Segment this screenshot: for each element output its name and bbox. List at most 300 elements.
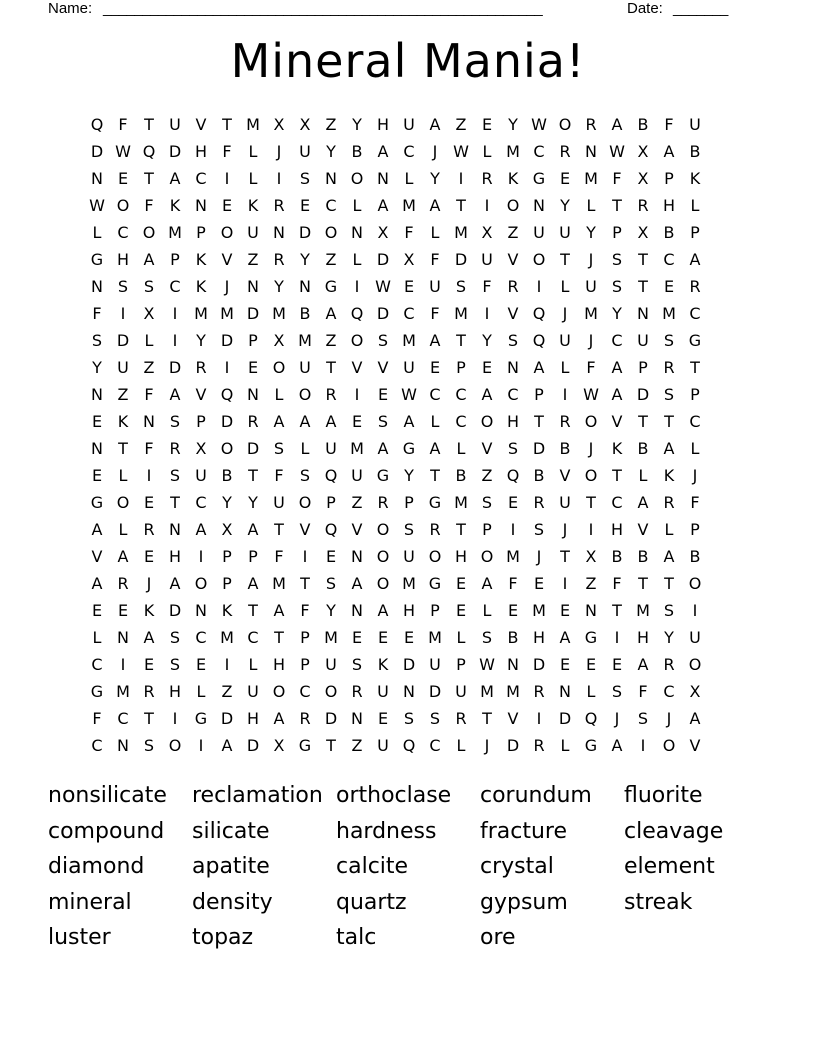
grid-letter[interactable]: Y [560,196,570,215]
grid-letter[interactable]: G [324,277,338,296]
grid-letter[interactable]: W [531,115,547,134]
grid-letter[interactable]: U [689,115,701,134]
grid-letter[interactable]: R [533,682,545,701]
grid-letter[interactable]: U [559,331,571,350]
grid-letter[interactable]: P [170,250,180,269]
grid-letter[interactable]: D [376,304,390,323]
grid-letter[interactable]: E [403,277,415,296]
grid-letter[interactable]: L [664,520,674,539]
grid-letter[interactable]: T [118,439,128,458]
grid-letter[interactable]: R [585,115,597,134]
grid-letter[interactable]: U [377,682,389,701]
grid-letter[interactable]: U [481,250,493,269]
grid-letter[interactable]: T [612,466,622,485]
grid-letter[interactable]: T [144,169,154,188]
grid-letter[interactable]: A [663,547,675,566]
grid-letter[interactable]: C [611,331,623,350]
grid-letter[interactable]: A [663,439,675,458]
grid-letter[interactable]: F [222,142,232,161]
grid-letter[interactable]: J [666,709,672,728]
grid-letter[interactable]: R [195,358,207,377]
grid-letter[interactable]: A [273,601,285,620]
grid-letter[interactable]: N [195,601,207,620]
grid-letter[interactable]: A [325,412,337,431]
grid-letter[interactable]: B [663,223,675,242]
grid-letter[interactable]: T [144,709,154,728]
grid-letter[interactable]: N [351,547,363,566]
grid-letter[interactable]: E [663,277,675,296]
grid-letter[interactable]: O [480,547,494,566]
grid-letter[interactable]: K [195,277,207,296]
grid-letter[interactable]: N [325,169,337,188]
grid-letter[interactable]: E [195,655,207,674]
grid-letter[interactable]: L [560,358,570,377]
grid-letter[interactable]: C [247,628,259,647]
grid-letter[interactable]: E [377,385,389,404]
grid-letter[interactable]: A [663,142,675,161]
grid-letter[interactable]: G [194,709,208,728]
grid-letter[interactable]: L [404,169,414,188]
grid-letter[interactable]: B [221,466,233,485]
grid-letter[interactable]: R [429,520,441,539]
grid-letter[interactable]: V [351,520,363,539]
grid-letter[interactable]: Q [506,466,520,485]
grid-letter[interactable]: N [533,196,545,215]
grid-letter[interactable]: B [351,142,363,161]
grid-letter[interactable]: S [143,277,155,296]
grid-letter[interactable]: E [429,358,441,377]
grid-letter[interactable]: A [377,142,389,161]
grid-letter[interactable]: M [532,601,546,620]
grid-letter[interactable]: T [690,358,700,377]
grid-letter[interactable]: G [532,169,546,188]
grid-letter[interactable]: N [143,412,155,431]
grid-letter[interactable]: K [117,412,129,431]
grid-letter[interactable]: P [248,331,258,350]
grid-letter[interactable]: N [299,277,311,296]
grid-letter[interactable]: V [195,115,207,134]
grid-letter[interactable]: X [481,223,493,242]
grid-letter[interactable]: C [403,142,415,161]
grid-letter[interactable]: Z [143,358,155,377]
name-blank[interactable]: ________________________________________________________ [103,0,543,17]
grid-letter[interactable]: I [354,277,360,296]
grid-letter[interactable]: R [663,358,675,377]
grid-letter[interactable]: I [198,547,204,566]
grid-letter[interactable]: U [585,277,597,296]
grid-letter[interactable]: U [637,331,649,350]
grid-letter[interactable]: M [428,628,442,647]
grid-letter[interactable]: M [662,304,676,323]
grid-letter[interactable]: I [224,655,230,674]
grid-letter[interactable]: L [274,385,284,404]
grid-letter[interactable]: A [429,331,441,350]
grid-letter[interactable]: Q [584,709,598,728]
grid-letter[interactable]: E [533,574,545,593]
grid-letter[interactable]: M [636,601,650,620]
grid-letter[interactable]: N [169,520,181,539]
grid-letter[interactable]: J [276,142,282,161]
grid-letter[interactable]: A [611,358,623,377]
grid-letter[interactable]: S [481,493,493,512]
grid-letter[interactable]: I [172,304,178,323]
grid-letter[interactable]: E [585,655,597,674]
grid-letter[interactable]: N [377,169,389,188]
grid-letter[interactable]: D [324,709,338,728]
grid-letter[interactable]: B [689,547,701,566]
grid-letter[interactable]: U [533,223,545,242]
grid-letter[interactable]: A [143,250,155,269]
grid-letter[interactable]: X [585,547,597,566]
grid-letter[interactable]: W [115,142,131,161]
grid-letter[interactable]: S [299,466,311,485]
grid-letter[interactable]: L [92,223,102,242]
grid-letter[interactable]: A [195,520,207,539]
grid-letter[interactable]: R [559,142,571,161]
grid-letter[interactable]: P [690,385,700,404]
grid-letter[interactable]: R [533,736,545,755]
grid-letter[interactable]: A [429,439,441,458]
grid-letter[interactable]: T [300,574,310,593]
grid-letter[interactable]: B [455,466,467,485]
grid-letter[interactable]: E [117,601,129,620]
grid-letter[interactable]: R [143,682,155,701]
grid-letter[interactable]: D [636,385,650,404]
grid-letter[interactable]: K [663,466,675,485]
grid-letter[interactable]: B [637,115,649,134]
grid-letter[interactable]: C [663,682,675,701]
grid-letter[interactable]: E [611,655,623,674]
grid-letter[interactable]: M [220,304,234,323]
grid-letter[interactable]: Z [455,115,467,134]
grid-letter[interactable]: A [117,547,129,566]
grid-letter[interactable]: M [272,574,286,593]
grid-letter[interactable]: Z [247,250,259,269]
grid-letter[interactable]: V [611,412,623,431]
grid-letter[interactable]: O [324,223,338,242]
grid-letter[interactable]: S [455,277,467,296]
grid-letter[interactable]: H [194,142,208,161]
grid-letter[interactable]: I [536,277,542,296]
grid-letter[interactable]: D [168,601,182,620]
grid-letter[interactable]: O [688,574,702,593]
grid-letter[interactable]: R [507,277,519,296]
grid-letter[interactable]: I [588,520,594,539]
grid-letter[interactable]: H [506,412,520,431]
grid-letter[interactable]: P [248,547,258,566]
grid-letter[interactable]: E [91,601,103,620]
grid-letter[interactable]: E [559,655,571,674]
grid-letter[interactable]: H [532,628,546,647]
grid-letter[interactable]: D [532,655,546,674]
grid-letter[interactable]: K [221,601,233,620]
grid-letter[interactable]: Z [325,250,337,269]
grid-letter[interactable]: T [612,601,622,620]
grid-letter[interactable]: N [91,385,103,404]
grid-letter[interactable]: E [377,709,389,728]
grid-letter[interactable]: K [247,196,259,215]
grid-letter[interactable]: O [272,682,286,701]
grid-letter[interactable]: A [403,412,415,431]
grid-letter[interactable]: S [377,331,389,350]
grid-letter[interactable]: L [144,331,154,350]
grid-letter[interactable]: L [456,628,466,647]
grid-letter[interactable]: E [325,547,337,566]
grid-letter[interactable]: T [638,574,648,593]
grid-letter[interactable]: S [351,655,363,674]
grid-letter[interactable]: D [298,223,312,242]
grid-letter[interactable]: S [143,736,155,755]
grid-letter[interactable]: F [638,682,648,701]
grid-letter[interactable]: T [248,601,258,620]
grid-letter[interactable]: B [611,547,623,566]
grid-letter[interactable]: S [663,385,675,404]
grid-letter[interactable]: I [302,547,308,566]
grid-letter[interactable]: M [402,574,416,593]
grid-letter[interactable]: J [432,142,438,161]
grid-letter[interactable]: T [638,412,648,431]
grid-letter[interactable]: E [247,358,259,377]
grid-letter[interactable]: U [429,277,441,296]
grid-letter[interactable]: E [455,601,467,620]
grid-letter[interactable]: T [222,115,232,134]
grid-letter[interactable]: N [247,385,259,404]
grid-letter[interactable]: C [117,709,129,728]
grid-letter[interactable]: L [248,655,258,674]
grid-letter[interactable]: Y [430,169,440,188]
grid-letter[interactable]: A [91,520,103,539]
grid-letter[interactable]: C [689,412,701,431]
grid-letter[interactable]: F [690,493,700,512]
grid-letter[interactable]: L [430,412,440,431]
grid-letter[interactable]: I [614,628,620,647]
grid-letter[interactable]: F [430,304,440,323]
grid-letter[interactable]: A [637,655,649,674]
grid-letter[interactable]: P [690,223,700,242]
grid-letter[interactable]: Z [585,574,597,593]
grid-letter[interactable]: F [274,547,284,566]
grid-letter[interactable]: M [454,304,468,323]
grid-letter[interactable]: D [220,412,234,431]
grid-letter[interactable]: M [584,304,598,323]
grid-letter[interactable]: H [610,520,624,539]
grid-letter[interactable]: U [429,655,441,674]
grid-letter[interactable]: V [481,439,493,458]
grid-letter[interactable]: C [533,142,545,161]
grid-letter[interactable]: L [248,142,258,161]
grid-letter[interactable]: E [117,169,129,188]
grid-letter[interactable]: T [560,547,570,566]
grid-letter[interactable]: M [480,682,494,701]
grid-letter[interactable]: I [224,169,230,188]
grid-letter[interactable]: C [429,736,441,755]
grid-letter[interactable]: S [325,574,337,593]
grid-letter[interactable]: U [559,493,571,512]
grid-letter[interactable]: V [507,304,519,323]
grid-letter[interactable]: D [168,142,182,161]
grid-letter[interactable]: C [455,412,467,431]
grid-letter[interactable]: F [612,169,622,188]
grid-letter[interactable]: P [222,547,232,566]
grid-letter[interactable]: S [299,169,311,188]
grid-letter[interactable]: P [300,655,310,674]
grid-letter[interactable]: W [479,655,495,674]
grid-letter[interactable]: M [506,142,520,161]
grid-letter[interactable]: X [403,250,415,269]
grid-letter[interactable]: U [351,466,363,485]
grid-letter[interactable]: R [559,412,571,431]
grid-letter[interactable]: Z [481,466,493,485]
grid-letter[interactable]: N [507,655,519,674]
grid-letter[interactable]: O [142,223,156,242]
grid-letter[interactable]: D [246,439,260,458]
grid-letter[interactable]: H [402,601,416,620]
grid-letter[interactable]: B [507,628,519,647]
grid-letter[interactable]: T [248,466,258,485]
grid-letter[interactable]: H [636,628,650,647]
grid-letter[interactable]: N [637,304,649,323]
grid-letter[interactable]: U [559,223,571,242]
grid-letter[interactable]: E [91,412,103,431]
grid-letter[interactable]: H [662,196,676,215]
grid-letter[interactable]: Y [222,493,232,512]
grid-letter[interactable]: N [351,709,363,728]
grid-letter[interactable]: E [455,574,467,593]
grid-letter[interactable]: F [612,574,622,593]
grid-letter[interactable]: R [169,439,181,458]
grid-letter[interactable]: U [195,466,207,485]
grid-letter[interactable]: A [299,412,311,431]
grid-letter[interactable]: D [428,682,442,701]
grid-letter[interactable]: R [117,574,129,593]
grid-letter[interactable]: N [585,601,597,620]
grid-letter[interactable]: U [403,115,415,134]
grid-letter[interactable]: I [120,304,126,323]
grid-letter[interactable]: L [196,682,206,701]
grid-letter[interactable]: V [559,466,571,485]
grid-letter[interactable]: V [91,547,103,566]
grid-letter[interactable]: L [248,169,258,188]
grid-letter[interactable]: D [90,142,104,161]
grid-letter[interactable]: O [168,736,182,755]
grid-letter[interactable]: E [143,655,155,674]
grid-letter[interactable]: F [430,250,440,269]
grid-letter[interactable]: M [298,331,312,350]
grid-letter[interactable]: U [169,115,181,134]
grid-letter[interactable]: S [377,412,389,431]
grid-letter[interactable]: Q [402,736,416,755]
grid-letter[interactable]: A [169,385,181,404]
grid-letter[interactable]: I [198,736,204,755]
grid-letter[interactable]: A [247,520,259,539]
grid-letter[interactable]: N [507,358,519,377]
grid-letter[interactable]: N [91,277,103,296]
grid-letter[interactable]: A [611,736,623,755]
grid-letter[interactable]: H [168,547,182,566]
grid-letter[interactable]: X [637,142,649,161]
grid-letter[interactable]: L [352,250,362,269]
grid-letter[interactable]: T [170,493,180,512]
grid-letter[interactable]: Y [326,142,336,161]
grid-letter[interactable]: T [560,250,570,269]
grid-letter[interactable]: E [351,412,363,431]
grid-letter[interactable]: S [611,277,623,296]
grid-letter[interactable]: F [118,115,128,134]
grid-letter[interactable]: T [274,628,284,647]
grid-letter[interactable]: G [90,250,104,269]
grid-letter[interactable]: L [92,628,102,647]
grid-letter[interactable]: Z [117,385,129,404]
grid-letter[interactable]: C [91,655,103,674]
grid-letter[interactable]: U [325,655,337,674]
grid-letter[interactable]: Y [508,115,518,134]
grid-letter[interactable]: F [274,466,284,485]
grid-letter[interactable]: G [428,574,442,593]
grid-letter[interactable]: S [611,250,623,269]
grid-letter[interactable]: A [143,628,155,647]
grid-letter[interactable]: S [117,277,129,296]
grid-letter[interactable]: X [143,304,155,323]
grid-letter[interactable]: A [429,115,441,134]
grid-letter[interactable]: W [401,385,417,404]
grid-letter[interactable]: T [638,277,648,296]
grid-letter[interactable]: A [689,250,701,269]
grid-letter[interactable]: M [506,682,520,701]
grid-letter[interactable]: W [89,196,105,215]
grid-letter[interactable]: U [455,682,467,701]
grid-letter[interactable]: S [637,709,649,728]
grid-letter[interactable]: R [663,493,675,512]
grid-letter[interactable]: P [222,574,232,593]
grid-letter[interactable]: O [376,547,390,566]
grid-letter[interactable]: K [195,250,207,269]
grid-letter[interactable]: J [146,574,152,593]
grid-letter[interactable]: A [91,574,103,593]
grid-letter[interactable]: Y [664,628,674,647]
grid-letter[interactable]: S [91,331,103,350]
grid-letter[interactable]: O [116,196,130,215]
grid-letter[interactable]: O [558,115,572,134]
grid-letter[interactable]: O [428,547,442,566]
grid-letter[interactable]: X [195,439,207,458]
grid-letter[interactable]: O [298,493,312,512]
grid-letter[interactable]: M [350,439,364,458]
grid-letter[interactable]: N [117,628,129,647]
grid-letter[interactable]: Q [90,115,104,134]
grid-letter[interactable]: L [482,142,492,161]
grid-letter[interactable]: P [534,385,544,404]
grid-letter[interactable]: B [689,142,701,161]
grid-letter[interactable]: S [403,520,415,539]
grid-letter[interactable]: I [172,331,178,350]
grid-letter[interactable]: D [220,709,234,728]
grid-letter[interactable]: J [536,547,542,566]
grid-letter[interactable]: O [220,223,234,242]
grid-letter[interactable]: T [534,412,544,431]
grid-letter[interactable]: S [169,466,181,485]
grid-letter[interactable]: M [168,223,182,242]
grid-letter[interactable]: L [690,439,700,458]
grid-letter[interactable]: L [300,439,310,458]
grid-letter[interactable]: I [640,736,646,755]
grid-letter[interactable]: R [481,169,493,188]
grid-letter[interactable]: U [689,628,701,647]
grid-letter[interactable]: X [273,736,285,755]
grid-letter[interactable]: B [533,466,545,485]
grid-letter[interactable]: O [116,493,130,512]
grid-letter[interactable]: S [611,682,623,701]
grid-letter[interactable]: T [274,520,284,539]
